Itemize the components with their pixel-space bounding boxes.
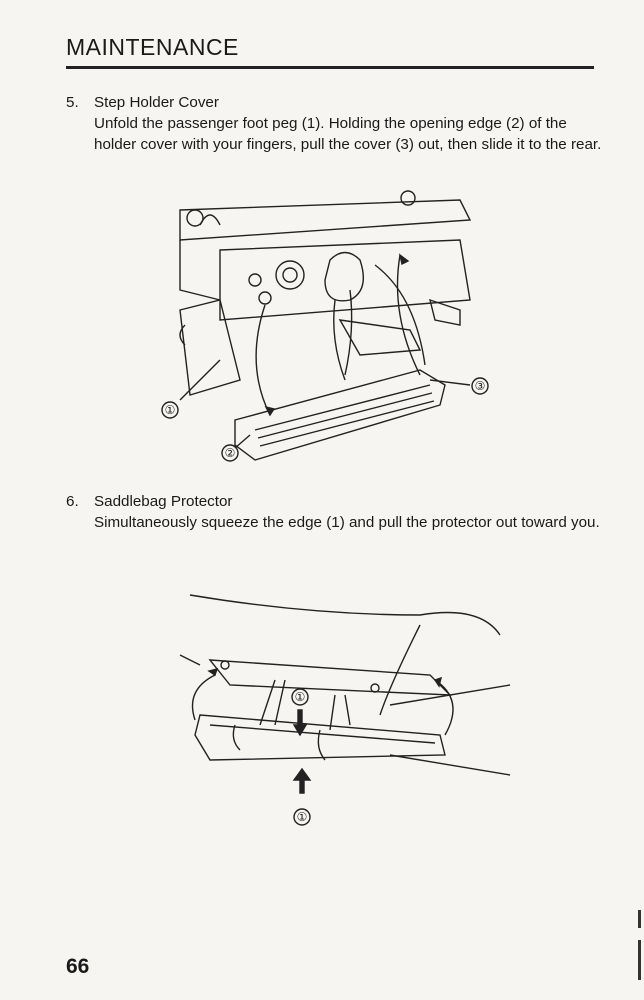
callout-1: ①	[164, 403, 176, 417]
section-title: Saddlebag Protector	[94, 493, 233, 510]
header-rule	[66, 66, 594, 69]
saddlebag-protector-illustration	[170, 585, 520, 835]
page-number: 66	[66, 955, 90, 978]
section-step-holder-cover	[66, 92, 606, 155]
section-body: Simultaneously squeeze the edge (1) and pull the protector out toward you.	[94, 514, 600, 531]
section-body: Unfold the passenger foot peg (1). Holding the opening edge (2) of the holder cover with your fingers, pull the cover (3) out, then slide it to the rear.	[94, 115, 602, 153]
callout-edge-top: ①	[294, 690, 306, 704]
callout-edge-bottom: ①	[296, 810, 308, 824]
edge-mark	[638, 910, 641, 928]
section-number: 6.	[66, 493, 79, 510]
edge-mark	[638, 940, 641, 980]
callout-3: ③	[474, 379, 486, 393]
section-title: Step Holder Cover	[94, 94, 219, 111]
callout-2: ②	[224, 446, 236, 460]
step-holder-illustration	[160, 180, 500, 470]
page-header-title: MAINTENANCE	[66, 34, 239, 60]
section-saddlebag-protector	[66, 491, 606, 533]
section-number: 5.	[66, 94, 79, 111]
